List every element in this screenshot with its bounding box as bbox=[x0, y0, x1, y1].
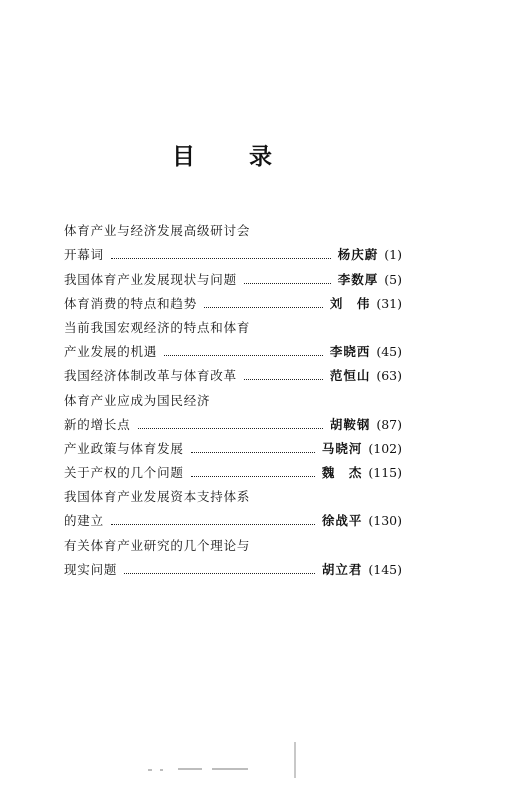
toc-entry-page: (145) bbox=[368, 561, 402, 577]
page-title bbox=[172, 138, 272, 171]
toc-entry-title: 产业发展的机遇 bbox=[64, 344, 158, 360]
toc-entry-page: (115) bbox=[368, 465, 402, 481]
toc-entry-page: (63) bbox=[376, 368, 402, 384]
toc-entry[interactable] bbox=[64, 335, 402, 359]
dot-leader bbox=[164, 355, 323, 356]
toc-entry-title: 体育产业与经济发展高级研讨会 bbox=[64, 223, 251, 239]
toc-heading-line bbox=[64, 528, 402, 552]
toc-entry[interactable] bbox=[64, 238, 402, 262]
toc-entry[interactable] bbox=[64, 432, 402, 456]
dot-leader bbox=[244, 283, 331, 284]
dot-leader bbox=[191, 452, 315, 453]
toc-entry-author: 李数厚 bbox=[337, 271, 379, 287]
page-title-char-1: 目 bbox=[172, 144, 195, 170]
toc-entry-page: (102) bbox=[368, 440, 402, 456]
dot-leader bbox=[111, 258, 331, 259]
toc-entry[interactable] bbox=[64, 456, 402, 480]
toc-entry-title: 体育产业应成为国民经济 bbox=[64, 392, 211, 408]
toc-heading-line bbox=[64, 214, 402, 238]
toc-entry-author: 李晓西 bbox=[329, 344, 371, 360]
toc-entry-page: (31) bbox=[376, 295, 402, 311]
toc-entry-title: 现实问题 bbox=[64, 561, 118, 577]
toc-entry[interactable] bbox=[64, 553, 402, 577]
scan-artifact bbox=[294, 742, 296, 778]
toc-entry-title: 关于产权的几个问题 bbox=[64, 465, 184, 481]
toc-entry[interactable] bbox=[64, 262, 402, 286]
dot-leader bbox=[204, 307, 323, 308]
toc-entry-author: 杨庆蔚 bbox=[337, 247, 379, 263]
dot-leader bbox=[244, 379, 323, 380]
dot-leader bbox=[138, 428, 323, 429]
toc-entry-author: 刘 伟 bbox=[329, 295, 371, 311]
toc-entry-page: (87) bbox=[376, 416, 402, 432]
scan-artifact bbox=[178, 768, 202, 770]
toc-entry-title: 新的增长点 bbox=[64, 416, 131, 432]
toc-entry-title: 我国体育产业发展资本支持体系 bbox=[64, 489, 251, 505]
toc-entry-title: 的建立 bbox=[64, 513, 104, 529]
toc-heading-line bbox=[64, 383, 402, 407]
toc-entry[interactable] bbox=[64, 287, 402, 311]
toc-entry-page: (5) bbox=[384, 271, 402, 287]
scan-artifact bbox=[212, 768, 248, 770]
toc-entry-title: 开幕词 bbox=[64, 247, 104, 263]
scan-artifact bbox=[148, 769, 152, 771]
toc-entry-page: (130) bbox=[368, 513, 402, 529]
table-of-contents bbox=[64, 214, 402, 577]
toc-entry[interactable] bbox=[64, 504, 402, 528]
toc-heading-line bbox=[64, 311, 402, 335]
toc-entry-author: 胡立君 bbox=[321, 561, 363, 577]
toc-entry-title: 产业政策与体育发展 bbox=[64, 440, 184, 456]
toc-entry[interactable] bbox=[64, 408, 402, 432]
toc-entry-title: 我国经济体制改革与体育改革 bbox=[64, 368, 237, 384]
toc-entry-title: 有关体育产业研究的几个理论与 bbox=[64, 537, 251, 553]
toc-entry-author: 魏 杰 bbox=[321, 465, 363, 481]
dot-leader bbox=[191, 476, 315, 477]
toc-entry-author: 胡鞍钢 bbox=[329, 416, 371, 432]
scan-artifact bbox=[160, 769, 163, 771]
dot-leader bbox=[111, 524, 315, 525]
toc-entry-page: (1) bbox=[384, 247, 402, 263]
toc-entry[interactable] bbox=[64, 359, 402, 383]
toc-entry-author: 马晓河 bbox=[321, 440, 363, 456]
toc-heading-line bbox=[64, 480, 402, 504]
toc-entry-title: 我国体育产业发展现状与问题 bbox=[64, 271, 237, 287]
toc-entry-author: 范恒山 bbox=[329, 368, 371, 384]
dot-leader bbox=[124, 573, 315, 574]
page-title-char-2: 录 bbox=[249, 144, 272, 170]
toc-entry-author: 徐战平 bbox=[321, 513, 363, 529]
toc-entry-page: (45) bbox=[376, 344, 402, 360]
toc-entry-title: 体育消费的特点和趋势 bbox=[64, 295, 198, 311]
toc-entry-title: 当前我国宏观经济的特点和体育 bbox=[64, 319, 251, 335]
